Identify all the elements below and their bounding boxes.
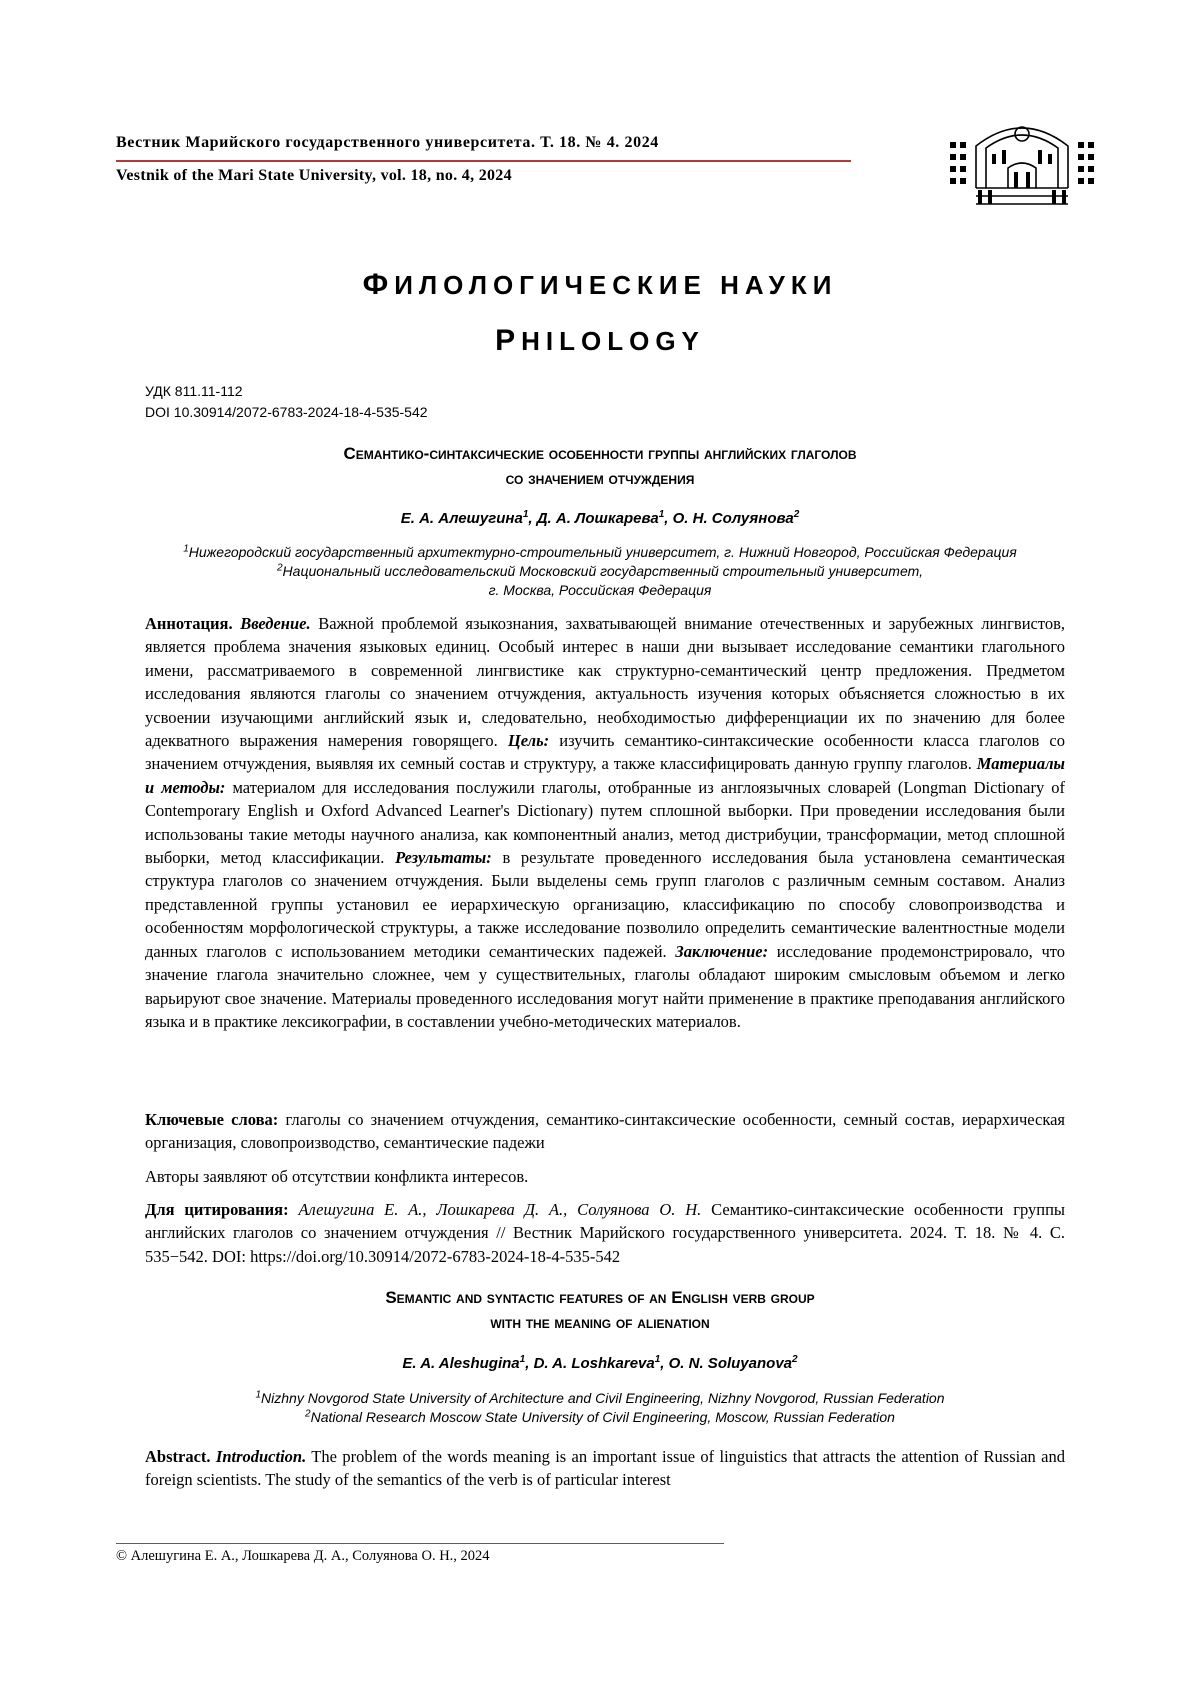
copyright-footnote: © Алешугина Е. А., Лошкарева Д. А., Солуянова О. Н., 2024: [116, 1548, 490, 1564]
university-building-logo-icon: [948, 118, 1096, 214]
affiliation-en-2: $^2$National Research Moscow State University of Civil Engineering, Moscow, Russian Federation: [305, 1408, 895, 1425]
section-heading-ru: ФИЛОЛОГИЧЕСКИЕ НАУКИ: [362, 268, 838, 301]
affiliation-2-city: г. Москва, Российская Федерация: [488, 582, 712, 598]
article-title-ru: Семантико-синтаксические особенности группы английских глаголов со значением отчуждения: [343, 444, 857, 488]
section-heading-en: PHILOLOGY: [495, 324, 705, 357]
abstract-en: Abstract. Introduction. The problem of the words meaning is an important issue of linguistics that attracts the attention of Russian and foreign scientists. The study of the semantics of the verb is of particular interest: [145, 1447, 1065, 1490]
journal-header-ru: Вестник Марийского государственного университета. Т. 18. № 4. 2024: [116, 134, 659, 151]
affiliations-ru: [110, 543, 1090, 600]
authors-ru: Е. А. Алешугина$^1$, Д. А. Лошкарева$^1$, О. Н. Солуянова$^2$: [400, 509, 800, 527]
affiliation-en-1: $^1$Nizhny Novgorod State University of Architecture and Civil Engineering, Nizhny Novgorod, Russian Federation: [255, 1389, 945, 1406]
abstract-ru: Аннотация. Введение. Важной проблемой языкознания, захватывающей внимание отечественных и зарубежных лингвистов, является проблема значения языковых единиц. Особый интерес в наши дни вызывает исследование семантики глагольного имени, рассматриваемого в современной лингвистике как структурно-семантический центр предложения. Предметом исследования являются глаголы со значением отчуждения, актуальность изучения которых объясняется сложностью в их усвоении изучающими английский язык и, следовательно, необходимостью дифференциации их по значению для более адекватного выражения намерения говорящего. Цель: изучить семантико-синтаксические особенности класса глаголов со значением отчуждения, выявляя их семный состав и структуру, а также классифицировать данную группу глаголов. Материалы и методы: материалом для исследования послужили глаголы, отобранные из англоязычных словарей (Longman Dictionary of Contemporary English и Oxford Advanced Learner's Dictionary) путем сплошной выборки. При проведении исследования были использованы такие методы научного анализа, как компонентный анализ, метод дистрибуции, трансформации, метод сплошной выборки, метод классификации. Результаты: в результате проведенного исследования была установлена семантическая структура глаголов со значением отчуждения. Были выделены семь групп глаголов с различным семным составом. Анализ представленной группы установил ее иерархическую организацию, классификацию по способу словопроизводства и особенностям морфологической структуры, а также исследование позволило определить семантические валентностные модели данных глаголов с использованием методики семантических падежей. Заключение: исследование продемонстрировало, что значение глагола значительно сложнее, чем у существительных, глаголы обладают широким смысловым объемом и легко варьируют свое значение. Материалы проведенного исследования могут найти применение в практике преподавания английского языка и в практике лексикографии, в составлении учебно-методических материалов.: [145, 614, 1066, 1031]
journal-header-en: Vestnik of the Mari State University, vol. 18, no. 4, 2024: [116, 167, 512, 184]
doi-code: DOI 10.30914/2072-6783-2024-18-4-535-542: [145, 404, 428, 420]
article-title-en: Semantic and syntactic features of an English verb group with the meaning of alienation: [385, 1288, 815, 1332]
affiliation-2: $^2$Национальный исследовательский Московский государственный строительный университет,: [276, 562, 923, 579]
conflict-statement: Авторы заявляют об отсутствии конфликта интересов.: [145, 1167, 529, 1186]
header-divider: [116, 160, 851, 162]
affiliation-1: $^1$Нижегородский государственный архитектурно-строительный университет, г. Нижний Новгород, Российская Федерация: [183, 543, 1017, 560]
citation-ru: Для цитирования: Алешугина Е. А., Лошкарева Д. А., Солуянова О. Н. Семантико-синтаксические особенности группы английских глаголов со значением отчуждения // Вестник Марийского государственного университета. 2024. Т. 18. № 4. С. 535−542. DOI: https://doi.org/10.30914/2072-6783-2024-18-4-535-542: [145, 1200, 1065, 1266]
udk-code: УДК 811.11-112: [145, 383, 243, 399]
keywords-ru: Ключевые слова: глаголы со значением отчуждения, семантико-синтаксические особенности, семный состав, иерархическая организация, словопроизводство, семантические падежи: [145, 1110, 1066, 1153]
authors-en: E. A. Aleshugina$^1$, D. A. Loshkareva$^1$, O. N. Soluyanova$^2$: [402, 1354, 798, 1372]
footnote-divider: [116, 1543, 724, 1544]
article-identifiers: [145, 381, 428, 423]
affiliations-en: [110, 1389, 1090, 1427]
